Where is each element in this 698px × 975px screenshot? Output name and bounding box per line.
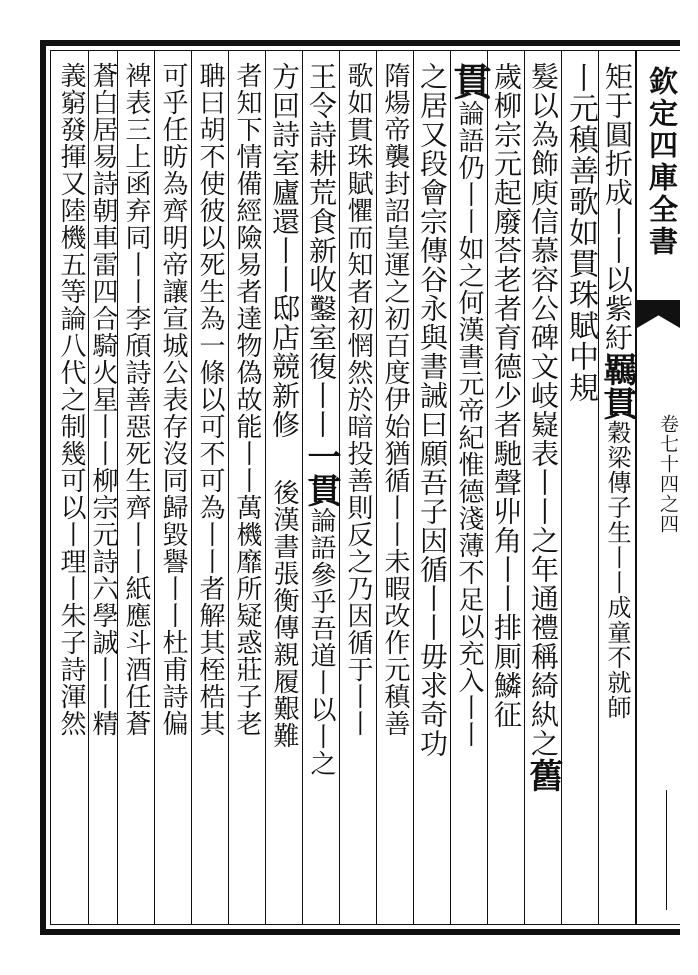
column-text: 後漢書張衡傳親履艱難 — [269, 479, 299, 749]
column-text: 隋煬帝襲封詔皇運之初百度伊始猶循丨丨未暇改作元稹善 — [380, 62, 410, 737]
text-column-11 — [229, 62, 265, 917]
column-text: 歲柳宗元起廢荅老者育德少者馳聲丱角丨丨排厠鱗征 — [490, 62, 523, 729]
headword: 舊 — [523, 758, 563, 792]
text-column-13 — [155, 62, 191, 917]
text-column-8 — [340, 62, 376, 917]
banxin-rule — [666, 790, 667, 910]
text-column-14 — [118, 62, 154, 917]
text-column-10 — [266, 62, 302, 917]
text-column-2 — [562, 62, 598, 917]
text-column-16 — [54, 62, 88, 917]
text-column-6 — [414, 62, 450, 917]
text-column-7 — [377, 62, 413, 917]
text-column-5 — [447, 62, 492, 917]
column-text: 丨元稹善歌如貫珠賦中規 — [563, 62, 598, 403]
column-text: 歌如貫珠賦懼而知者初惘然於暗投善則反之乃因循于丨丨 — [343, 62, 373, 737]
text-column-12 — [192, 62, 228, 917]
text-column-9 — [303, 62, 339, 917]
column-text: 論語參乎吾道丨以丨之 — [306, 507, 336, 777]
column-text: 聃曰胡不使彼以死生為一條以可不可為丨丨者解其桎梏其 — [195, 62, 225, 737]
column-rule — [598, 50, 599, 925]
column-text: 論語仍丨丨如之何漢書元帝紀惟德淺薄不足以充入丨丨 — [454, 100, 484, 748]
column-text: 裨表三上函弃同丨丨李頎詩善惡死生齊丨丨紙應斗酒任蒼 — [121, 62, 151, 737]
column-text: 方回詩室廬還丨丨邸店競新修 — [268, 62, 301, 439]
headword: 一貫 — [301, 439, 341, 507]
text-column-1 — [597, 62, 637, 917]
column-text: 者知下情備經險易者達物偽故能丨丨萬機靡所疑惑莊子老 — [232, 62, 262, 737]
text-column-3 — [525, 62, 561, 917]
column-text: 義窮發揮又陸機五等論八代之制幾可以丨理丨朱子詩渾然 — [56, 62, 86, 737]
column-text: 之居又段會宗傳谷永與書誡曰願吾子因循丨丨毋求奇功 — [416, 62, 449, 758]
headword: 羈貫 — [597, 352, 637, 420]
column-text: 穀梁傳子生丨丨成童不就師 — [603, 420, 631, 720]
text-column-15 — [89, 62, 118, 917]
text-column-4 — [488, 62, 524, 917]
banxin-title: 欽定四庫全書 — [645, 66, 679, 258]
column-text: 可乎任昉為齊明帝讓宣城公表存沒同歸毀譽丨丨杜甫詩偏 — [158, 62, 188, 737]
column-text: 王令詩耕荒食新收鑿室復丨丨 — [305, 62, 338, 439]
column-text: 蒼白居易詩朝車雷四合騎火星丨丨柳宗元詩六學誠丨丨精 — [88, 62, 118, 737]
column-text: 矩于圓折成丨丨以紫紆 — [601, 62, 634, 352]
banxin-volume: 卷七十四之四 — [657, 414, 679, 534]
column-text: 髮以為飾庾信慕容公碑文岐嶷表丨丨之年通禮稱綺紈之 — [527, 62, 560, 758]
headword: 貫 — [447, 62, 492, 100]
